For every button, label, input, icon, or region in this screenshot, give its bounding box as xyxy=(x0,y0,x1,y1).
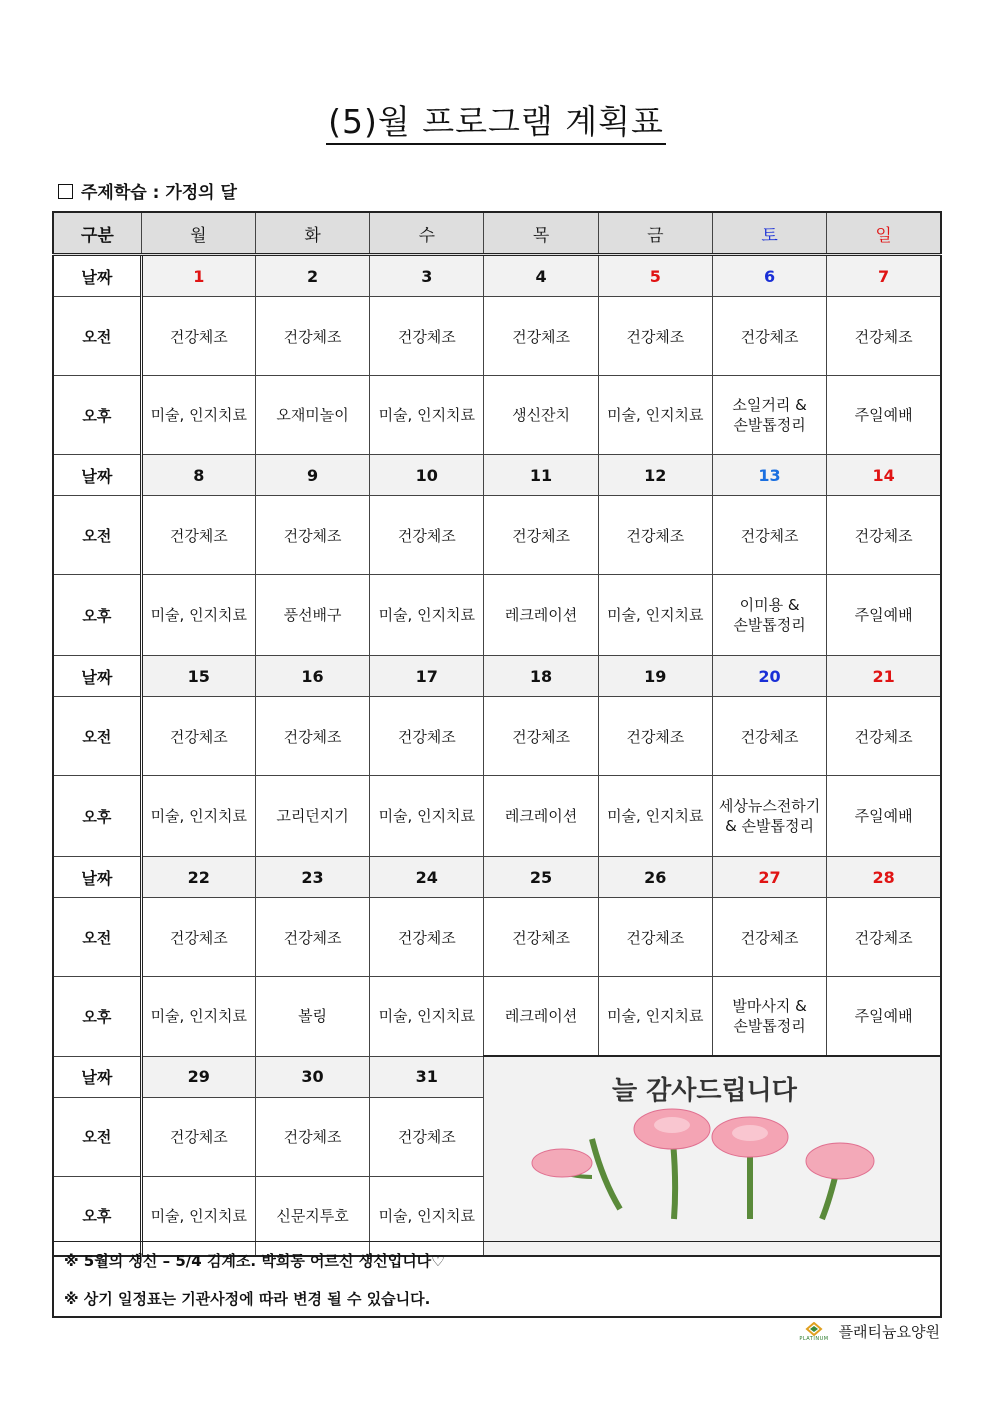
pm-program-cell: 발마사지 & 손발톱정리 xyxy=(712,977,826,1057)
subject-line xyxy=(58,178,237,203)
pm-program-cell: 레크레이션 xyxy=(484,776,598,857)
header-row xyxy=(53,212,941,255)
pm-program-cell: 미술, 인지치료 xyxy=(598,776,712,857)
date-row xyxy=(53,455,941,496)
subject-text: 주제학습 : 가정의 달 xyxy=(81,183,237,203)
am-program-cell: 건강체조 xyxy=(598,496,712,575)
date-cell: 30 xyxy=(255,1056,369,1097)
date-cell: 2 xyxy=(255,255,369,297)
am-row xyxy=(53,496,941,575)
pm-program-cell: 미술, 인지치료 xyxy=(141,776,255,857)
row-label-date: 날짜 xyxy=(53,1056,141,1097)
pm-program-cell: 주일예배 xyxy=(827,575,941,656)
date-cell: 24 xyxy=(370,857,484,898)
row-label-am: 오전 xyxy=(53,1097,141,1176)
date-cell: 16 xyxy=(255,656,369,697)
checkbox-icon xyxy=(58,184,73,199)
pm-program-cell: 미술, 인지치료 xyxy=(370,1176,484,1256)
carnation-illustration xyxy=(484,1056,941,1256)
header-day: 금 xyxy=(598,212,712,255)
date-cell: 28 xyxy=(827,857,941,898)
row-label-pm: 오후 xyxy=(53,575,141,656)
date-cell: 8 xyxy=(141,455,255,496)
am-program-cell: 건강체조 xyxy=(370,496,484,575)
am-program-cell: 건강체조 xyxy=(255,898,369,977)
pm-program-cell: 주일예배 xyxy=(827,776,941,857)
am-program-cell: 건강체조 xyxy=(598,898,712,977)
pm-program-cell: 생신잔치 xyxy=(484,376,598,455)
pm-program-cell: 이미용 & 손발톱정리 xyxy=(712,575,826,656)
row-label-pm: 오후 xyxy=(53,776,141,857)
date-cell: 21 xyxy=(827,656,941,697)
am-program-cell: 건강체조 xyxy=(484,898,598,977)
pm-row xyxy=(53,977,941,1057)
header-label: 구분 xyxy=(53,212,141,255)
date-cell: 29 xyxy=(141,1056,255,1097)
date-cell: 26 xyxy=(598,857,712,898)
pm-row xyxy=(53,575,941,656)
platinum-logo xyxy=(799,1322,828,1342)
pm-program-cell: 미술, 인지치료 xyxy=(598,977,712,1057)
row-label-am: 오전 xyxy=(53,496,141,575)
date-cell: 7 xyxy=(827,255,941,297)
row-label-date: 날짜 xyxy=(53,857,141,898)
am-program-cell: 건강체조 xyxy=(827,496,941,575)
schedule-change-note: ※ 상기 일정표는 기관사정에 따라 변경 될 수 있습니다. xyxy=(64,1290,431,1308)
am-program-cell: 건강체조 xyxy=(141,1097,255,1176)
am-program-cell: 건강체조 xyxy=(712,496,826,575)
row-label-pm: 오후 xyxy=(53,1176,141,1256)
date-cell: 31 xyxy=(370,1056,484,1097)
am-program-cell: 건강체조 xyxy=(827,697,941,776)
date-cell: 14 xyxy=(827,455,941,496)
am-program-cell: 건강체조 xyxy=(255,496,369,575)
organization-name: 플래티늄요양원 xyxy=(838,1323,940,1341)
am-program-cell: 건강체조 xyxy=(827,898,941,977)
pm-row xyxy=(53,776,941,857)
pm-program-cell: 레크레이션 xyxy=(484,977,598,1057)
row-label-date: 날짜 xyxy=(53,656,141,697)
am-program-cell: 건강체조 xyxy=(141,697,255,776)
date-cell: 9 xyxy=(255,455,369,496)
carnation-flowers-icon xyxy=(492,1059,932,1249)
pm-program-cell: 주일예배 xyxy=(827,977,941,1057)
pm-program-cell: 세상뉴스전하기 & 손발톱정리 xyxy=(712,776,826,857)
am-program-cell: 건강체조 xyxy=(598,697,712,776)
footer xyxy=(799,1321,940,1342)
pm-program-cell: 미술, 인지치료 xyxy=(141,1176,255,1256)
diamond-logo-icon xyxy=(803,1322,825,1336)
row-label-pm: 오후 xyxy=(53,376,141,455)
illustration-text: 늘 감사드립니다 xyxy=(612,1075,798,1106)
row-label-date: 날짜 xyxy=(53,455,141,496)
am-program-cell: 건강체조 xyxy=(141,496,255,575)
am-program-cell: 건강체조 xyxy=(484,297,598,376)
am-program-cell: 건강체조 xyxy=(712,297,826,376)
pm-program-cell: 미술, 인지치료 xyxy=(598,376,712,455)
header-day: 목 xyxy=(484,212,598,255)
pm-program-cell: 미술, 인지치료 xyxy=(141,376,255,455)
date-cell: 12 xyxy=(598,455,712,496)
am-program-cell: 건강체조 xyxy=(484,496,598,575)
date-cell: 13 xyxy=(712,455,826,496)
am-program-cell: 건강체조 xyxy=(255,697,369,776)
program-calendar xyxy=(52,211,942,1257)
date-cell: 17 xyxy=(370,656,484,697)
am-program-cell: 건강체조 xyxy=(370,898,484,977)
date-cell: 10 xyxy=(370,455,484,496)
am-program-cell: 건강체조 xyxy=(712,697,826,776)
logo-text: PLATINUM xyxy=(799,1335,829,1342)
pm-program-cell: 미술, 인지치료 xyxy=(370,376,484,455)
date-row xyxy=(53,656,941,697)
am-program-cell: 건강체조 xyxy=(484,697,598,776)
date-cell: 1 xyxy=(141,255,255,297)
date-row xyxy=(53,1056,941,1097)
row-label-pm: 오후 xyxy=(53,977,141,1057)
date-cell: 6 xyxy=(712,255,826,297)
row-label-am: 오전 xyxy=(53,898,141,977)
date-cell: 20 xyxy=(712,656,826,697)
row-label-am: 오전 xyxy=(53,297,141,376)
pm-program-cell: 오재미놀이 xyxy=(255,376,369,455)
pm-program-cell: 볼링 xyxy=(255,977,369,1057)
birthday-note: ※ 5월의 생신 – 5/4 김계조. 박희동 어르신 생신입니다♡ xyxy=(64,1252,445,1270)
date-cell: 25 xyxy=(484,857,598,898)
pm-row xyxy=(53,376,941,455)
header-day-saturday: 토 xyxy=(712,212,826,255)
pm-program-cell: 미술, 인지치료 xyxy=(370,776,484,857)
date-row xyxy=(53,255,941,297)
row-label-am: 오전 xyxy=(53,697,141,776)
date-cell: 3 xyxy=(370,255,484,297)
am-program-cell: 건강체조 xyxy=(712,898,826,977)
date-cell: 4 xyxy=(484,255,598,297)
date-cell: 11 xyxy=(484,455,598,496)
am-program-cell: 건강체조 xyxy=(141,898,255,977)
pm-program-cell: 고리던지기 xyxy=(255,776,369,857)
pm-program-cell: 미술, 인지치료 xyxy=(598,575,712,656)
header-day: 화 xyxy=(255,212,369,255)
am-program-cell: 건강체조 xyxy=(370,697,484,776)
date-cell: 5 xyxy=(598,255,712,297)
date-row xyxy=(53,857,941,898)
pm-program-cell: 미술, 인지치료 xyxy=(370,575,484,656)
pm-program-cell: 주일예배 xyxy=(827,376,941,455)
date-cell: 23 xyxy=(255,857,369,898)
am-row xyxy=(53,697,941,776)
am-program-cell: 건강체조 xyxy=(370,297,484,376)
pm-program-cell: 미술, 인지치료 xyxy=(141,977,255,1057)
date-cell: 18 xyxy=(484,656,598,697)
date-cell: 15 xyxy=(141,656,255,697)
am-program-cell: 건강체조 xyxy=(370,1097,484,1176)
date-cell: 27 xyxy=(712,857,826,898)
date-cell: 22 xyxy=(141,857,255,898)
am-program-cell: 건강체조 xyxy=(598,297,712,376)
header-day-sunday: 일 xyxy=(827,212,941,255)
title-text: (5)월 프로그램 계획표 xyxy=(326,102,666,145)
pm-program-cell: 신문지투호 xyxy=(255,1176,369,1256)
header-day: 수 xyxy=(370,212,484,255)
pm-program-cell: 미술, 인지치료 xyxy=(370,977,484,1057)
am-program-cell: 건강체조 xyxy=(255,1097,369,1176)
pm-program-cell: 풍선배구 xyxy=(255,575,369,656)
am-row xyxy=(53,297,941,376)
pm-program-cell: 레크레이션 xyxy=(484,575,598,656)
date-cell: 19 xyxy=(598,656,712,697)
am-program-cell: 건강체조 xyxy=(141,297,255,376)
pm-program-cell: 소일거리 & 손발톱정리 xyxy=(712,376,826,455)
am-program-cell: 건강체조 xyxy=(827,297,941,376)
page-title xyxy=(0,96,992,143)
am-program-cell: 건강체조 xyxy=(255,297,369,376)
pm-program-cell: 미술, 인지치료 xyxy=(141,575,255,656)
am-row xyxy=(53,898,941,977)
header-day: 월 xyxy=(141,212,255,255)
row-label-date: 날짜 xyxy=(53,255,141,297)
notes-box xyxy=(52,1241,942,1318)
